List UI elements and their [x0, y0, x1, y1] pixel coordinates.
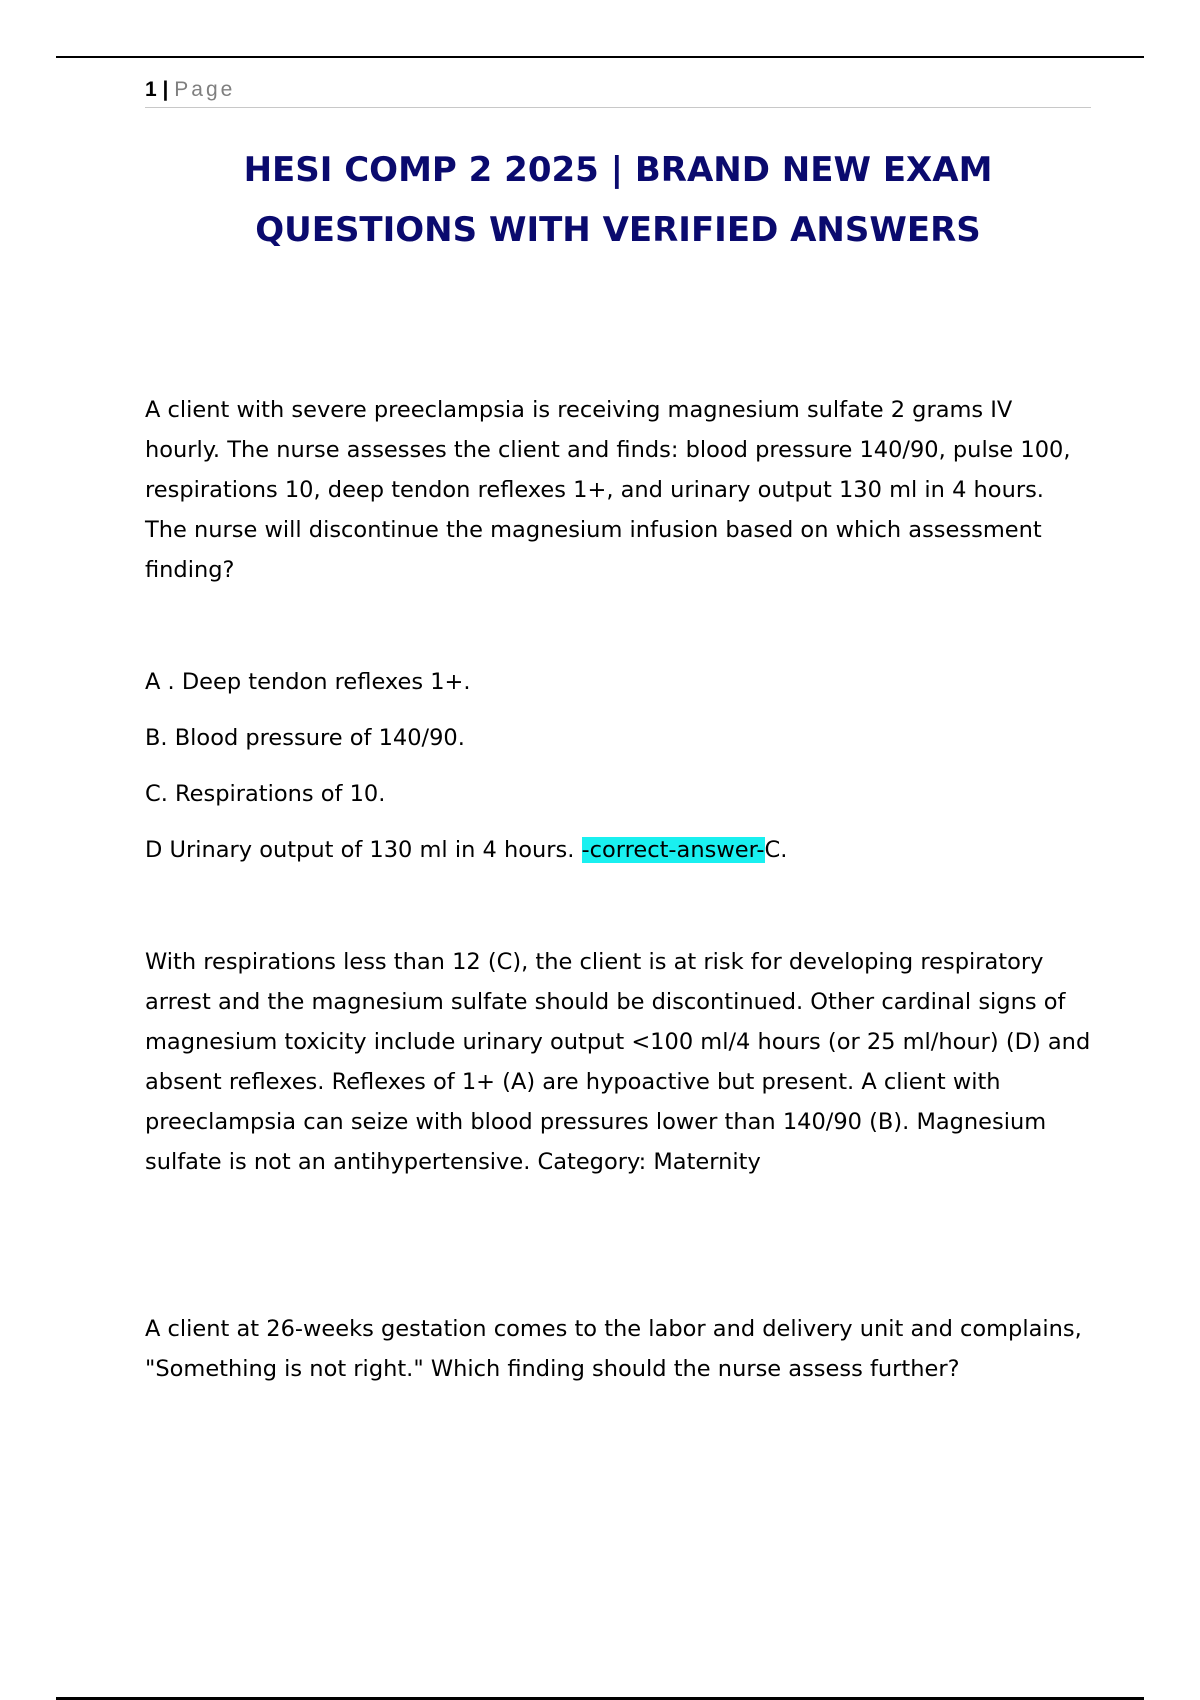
- question-1-option-c: C. Respirations of 10.: [145, 781, 386, 807]
- title-line-2: QUESTIONS WITH VERIFIED ANSWERS: [255, 210, 981, 250]
- question-1-text: A client with severe preeclampsia is receiving magnesium sulfate 2 grams IV hourly. The nurse assesses the client and finds: blood pressure 140/90, pulse 100, respirations 10, deep tendon reflexes 1+, and urinary output 130 ml in 4 hours. The nurse will discontinue the magnesium infusion based on which assessment finding?: [145, 397, 1071, 583]
- page-separator: |: [162, 78, 169, 101]
- question-2-text: A client at 26-weeks gestation comes to the labor and delivery unit and complains, "Something is not right." Which finding should the nurse assess further?: [145, 1316, 1082, 1382]
- question-1-explanation: With respirations less than 12 (C), the client is at risk for developing respiratory arrest and the magnesium sulfate should be discontinued. Other cardinal signs of magnesium toxicity include urinary output <100 ml/4 hours (or 25 ml/hour) (D) and absent reflexes. Reflexes of 1+ (A) are hypoactive but present. A client with preeclampsia can seize with blood pressures lower than 140/90 (B). Magnesium sulfate is not an antihypertensive. Category: Maternity: [145, 949, 1091, 1175]
- page-number: 1: [145, 78, 157, 101]
- title-line-1: HESI COMP 2 2025 | BRAND NEW EXAM: [243, 150, 993, 190]
- page-label: Page: [174, 78, 236, 101]
- question-1-option-a: A . Deep tendon reflexes 1+.: [145, 669, 471, 695]
- page-header: [145, 76, 1091, 108]
- question-1-option-d-row: [145, 830, 787, 870]
- document-title: [145, 140, 1091, 260]
- correct-answer: C.: [764, 837, 788, 863]
- top-rule: [56, 56, 1144, 58]
- question-1-option-b: B. Blood pressure of 140/90.: [145, 725, 465, 751]
- question-1-option-d: D Urinary output of 130 ml in 4 hours.: [145, 837, 582, 863]
- correct-answer-marker: -correct-answer-: [581, 837, 765, 863]
